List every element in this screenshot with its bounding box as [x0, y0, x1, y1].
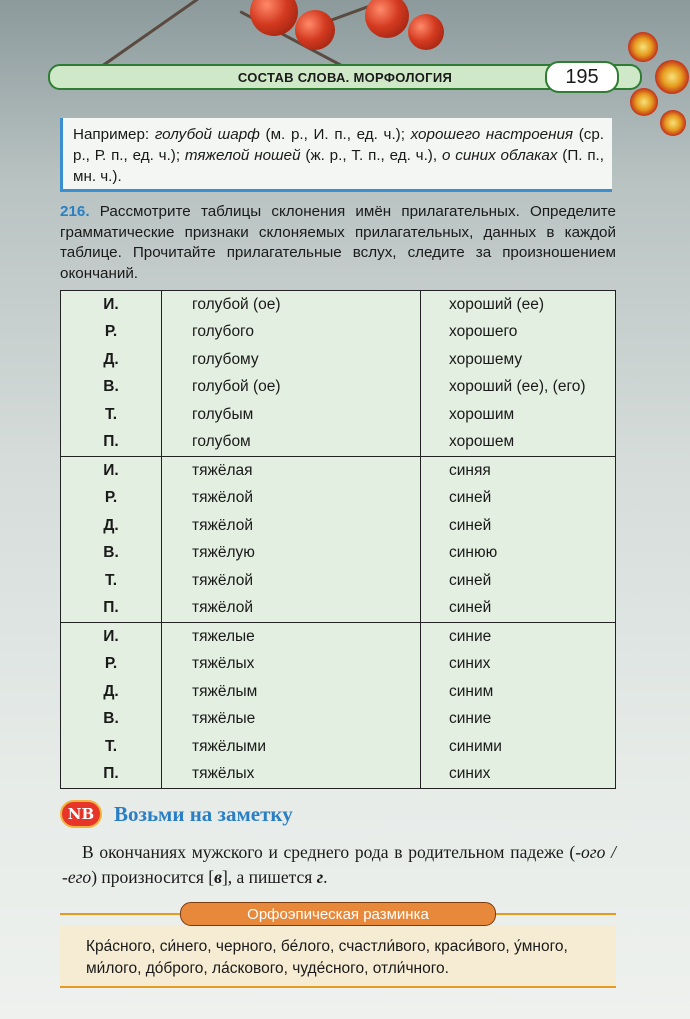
adjective-form: тяжёлыми [162, 733, 421, 761]
nb-badge-icon: NB [60, 800, 102, 828]
note-text-part: ], а пишется [221, 867, 317, 887]
adjective-form: синими [449, 737, 502, 755]
example-text: (ж. р., Т. п., ед. ч.), [300, 147, 442, 164]
adjective-form: тяжёлые [162, 706, 421, 734]
example-text: (м. р., И. п., ед. ч.); [259, 126, 411, 143]
declension-group [61, 623, 616, 789]
adjective-form: тяжёлым [162, 678, 421, 706]
table-row [61, 374, 616, 402]
case-label: Т. [61, 401, 162, 429]
table-row [61, 485, 616, 513]
adjective-form: хороший (ее) [449, 295, 545, 313]
case-label: И. [61, 457, 162, 485]
adjective-form: тяжёлых [162, 761, 421, 789]
note-text-part: ) произносится [ [91, 867, 215, 887]
adjective-form: голубому [162, 346, 421, 374]
ornament-decoration [660, 110, 686, 136]
table-row [61, 706, 616, 734]
case-label: Р. [61, 319, 162, 347]
table-row [61, 540, 616, 568]
case-label: Д. [61, 346, 162, 374]
adjective-form: синяя [449, 461, 491, 479]
table-row [61, 595, 616, 623]
case-label: В. [61, 374, 162, 402]
example-text: (ср. р., Р. п., ед. ч.); [73, 126, 605, 164]
adjective-form: голубом [162, 429, 421, 457]
ornament-decoration [655, 60, 689, 94]
case-label: Т. [61, 733, 162, 761]
table-row [61, 651, 616, 679]
case-label: Р. [61, 485, 162, 513]
task-number: 216. [60, 203, 90, 220]
orthoepic-label: Орфоэпическая разминка [180, 902, 496, 926]
example-italic: о синих облаках [441, 147, 558, 164]
table-row [61, 457, 616, 485]
case-label: И. [61, 623, 162, 651]
adjective-form: хороший (ее), (его) [449, 378, 586, 396]
table-row [61, 319, 616, 347]
note-text-part: . [323, 867, 328, 887]
case-label: П. [61, 761, 162, 789]
page-number: 195 [545, 61, 619, 93]
note-bold: в [214, 867, 222, 887]
task-216 [60, 202, 616, 284]
adjective-form: синей [449, 489, 492, 507]
note-text-part: В окончаниях мужского и среднего рода в родительном падеже ( [82, 842, 576, 862]
orthoepic-text: Кра́сного, си́него, черного, бе́лого, счастли́вого, краси́вого, у́много, ми́лого, до́брого, ла́скового, чуде́сного, отли́чного. [86, 938, 568, 977]
table-row [61, 761, 616, 789]
adjective-form: тяжёлой [162, 512, 421, 540]
note-italic-bold: г [316, 867, 324, 887]
case-label: П. [61, 429, 162, 457]
declension-table [60, 290, 616, 789]
case-label: Д. [61, 678, 162, 706]
adjective-form: голубого [162, 319, 421, 347]
task-text: Рассмотрите таблицы склонения имён прилагательных. Определите грамматические признаки склоняемых прилагательных, данных в каждой таблице. Прочитайте прилагательные вслух, следите за произношением окончаний. [60, 203, 616, 282]
adjective-form: синей [449, 599, 492, 617]
adjective-form: хорошем [449, 433, 515, 451]
table-row [61, 512, 616, 540]
example-box [60, 118, 612, 192]
ornament-decoration [628, 32, 658, 62]
table-row [61, 678, 616, 706]
adjective-form: синей [449, 571, 492, 589]
case-label: В. [61, 706, 162, 734]
case-label: И. [61, 291, 162, 319]
example-italic: голубой шарф [154, 126, 260, 143]
table-row [61, 567, 616, 595]
adjective-form: синюю [449, 544, 498, 562]
declension-group [61, 457, 616, 623]
adjective-form: синие [449, 627, 492, 645]
case-label: В. [61, 540, 162, 568]
adjective-form: хорошим [449, 405, 515, 423]
berry-decoration [250, 0, 298, 36]
note-title: Возьми на заметку [114, 801, 293, 826]
adjective-form: тяжелые [162, 623, 421, 651]
orthoepic-box [60, 926, 616, 988]
adjective-form: голубым [162, 401, 421, 429]
example-text: Например: [73, 126, 155, 143]
adjective-form: синих [449, 765, 491, 783]
berry-decoration [295, 10, 335, 50]
note-header [60, 800, 293, 828]
adjective-form: голубой (ое) [162, 374, 421, 402]
adjective-form: тяжёлую [162, 540, 421, 568]
adjective-form: синим [449, 682, 494, 700]
adjective-form: тяжёлая [162, 457, 421, 485]
adjective-form: тяжёлой [162, 485, 421, 513]
chapter-title: СОСТАВ СЛОВА. МОРФОЛОГИЯ [237, 69, 453, 85]
adjective-form: синей [449, 516, 492, 534]
adjective-form: синие [449, 710, 492, 728]
case-label: Р. [61, 651, 162, 679]
adjective-form: хорошему [449, 350, 523, 368]
table-row [61, 401, 616, 429]
adjective-form: тяжёлой [162, 595, 421, 623]
adjective-form: тяжёлой [162, 567, 421, 595]
adjective-form: синих [449, 655, 491, 673]
table-row [61, 346, 616, 374]
ornament-decoration [630, 88, 658, 116]
case-label: Д. [61, 512, 162, 540]
adjective-form: голубой (ое) [162, 291, 421, 319]
declension-group [61, 291, 616, 457]
table-row [61, 291, 616, 319]
table-row [61, 733, 616, 761]
case-label: Т. [61, 567, 162, 595]
example-italic: тяжелой ношей [184, 147, 301, 164]
case-label: П. [61, 595, 162, 623]
note-italic: -ого / -его [62, 842, 616, 887]
example-text: (П. п., мн. ч.). [73, 147, 604, 185]
example-italic: хорошего настроения [410, 126, 574, 143]
table-row [61, 429, 616, 457]
berry-decoration [408, 14, 444, 50]
berry-decoration [365, 0, 409, 38]
adjective-form: тяжёлых [162, 651, 421, 679]
note-text [62, 840, 616, 890]
adjective-form: хорошего [449, 323, 518, 341]
table-row [61, 623, 616, 651]
